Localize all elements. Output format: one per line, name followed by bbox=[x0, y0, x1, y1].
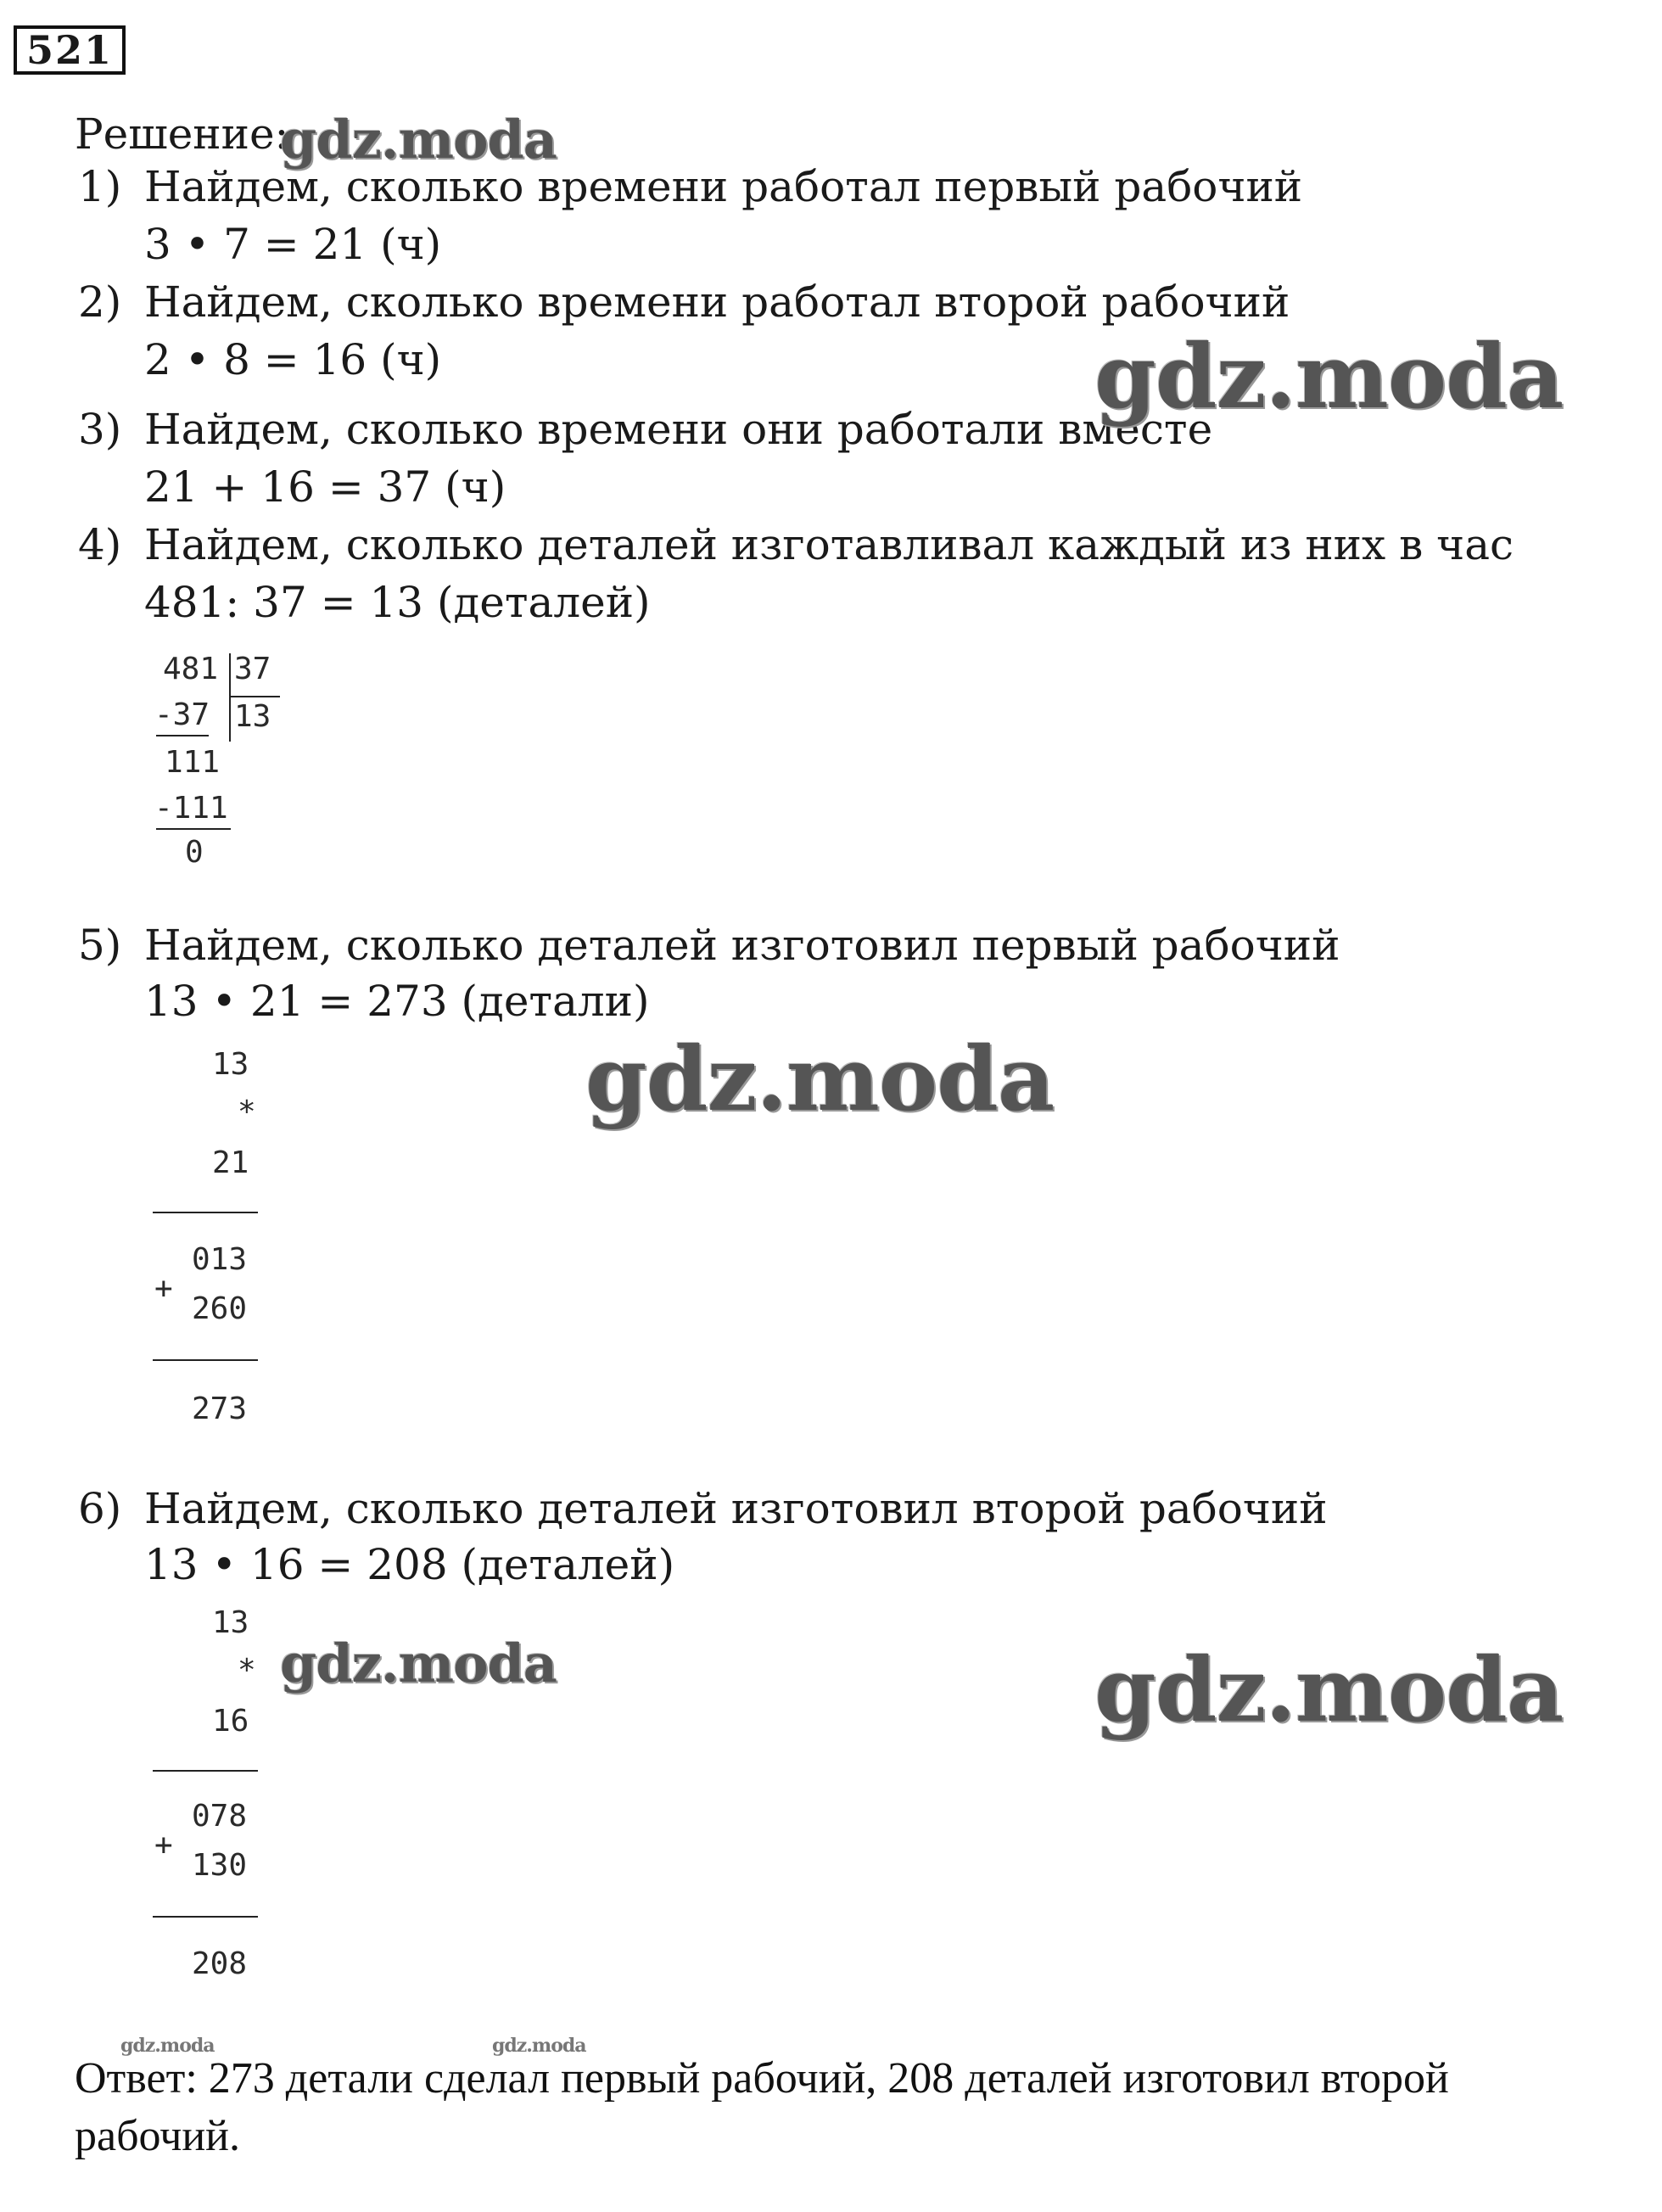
step-6-expression: 13 • 16 = 208 (деталей) bbox=[144, 1540, 675, 1589]
division-divisor-underline bbox=[229, 696, 280, 697]
watermark-4: gdz.moda bbox=[280, 1632, 557, 1694]
watermark-7: gdz.moda bbox=[492, 2035, 586, 2057]
step-2-heading bbox=[0, 277, 1662, 328]
step-5-heading bbox=[0, 920, 1662, 971]
watermark-5: gdz.moda bbox=[1094, 1638, 1564, 1742]
mult1-multiplicand: 13 bbox=[212, 1047, 249, 1082]
solution-label: Решение: bbox=[75, 109, 289, 159]
watermark-2: gdz.moda bbox=[1094, 324, 1564, 428]
step-1-expression: 3 • 7 = 21 (ч) bbox=[144, 220, 442, 269]
mult2-result: 208 bbox=[192, 1946, 248, 1981]
answer-line-2: рабочий. bbox=[75, 2112, 240, 2160]
mult2-multiplicand: 13 bbox=[212, 1605, 249, 1640]
division-divisor: 37 bbox=[234, 652, 271, 686]
mult1-result: 273 bbox=[192, 1392, 248, 1426]
step-4-number: 4) bbox=[78, 520, 122, 569]
step-2-expression: 2 • 8 = 16 (ч) bbox=[144, 335, 442, 384]
watermark-1: gdz.moda bbox=[280, 109, 557, 171]
step-1-text: Найдем, сколько времени работал первый рабочий bbox=[144, 162, 1303, 211]
step-6-text: Найдем, сколько деталей изготовил второй рабочий bbox=[144, 1484, 1328, 1533]
problem-number: 521 bbox=[14, 25, 126, 75]
mult2-operator: * bbox=[238, 1653, 256, 1688]
step-1-heading bbox=[0, 161, 1662, 212]
step-4-text: Найдем, сколько деталей изготавливал каждый из них в час bbox=[144, 520, 1514, 569]
step-5-number: 5) bbox=[78, 921, 122, 970]
mult1-partial-2: 260 bbox=[192, 1291, 248, 1326]
watermark-6: gdz.moda bbox=[120, 2035, 215, 2057]
mult1-multiplier: 21 bbox=[212, 1145, 249, 1180]
mult1-rule-2 bbox=[153, 1359, 258, 1361]
step-4-heading bbox=[0, 519, 1662, 570]
mult2-rule-1 bbox=[153, 1770, 258, 1772]
division-subtrahend-1: -37 bbox=[154, 697, 210, 732]
mult2-partial-1: 078 bbox=[192, 1799, 248, 1834]
step-5-expression: 13 • 21 = 273 (детали) bbox=[144, 977, 650, 1026]
step-2-text: Найдем, сколько времени работал второй рабочий bbox=[144, 277, 1290, 327]
division-remainder-1: 111 bbox=[165, 745, 221, 780]
answer-line-1: Ответ: 273 детали сделал первый рабочий, 208 деталей изготовил второй bbox=[75, 2054, 1449, 2103]
mult1-plus: + bbox=[154, 1271, 173, 1306]
step-4-expression: 481: 37 = 13 (деталей) bbox=[144, 578, 651, 627]
division-remainder-final: 0 bbox=[185, 835, 204, 870]
step-2-number: 2) bbox=[78, 277, 122, 327]
mult1-operator: * bbox=[238, 1095, 256, 1129]
step-3-number: 3) bbox=[78, 405, 122, 454]
mult1-rule-1 bbox=[153, 1212, 258, 1213]
mult2-multiplier: 16 bbox=[212, 1704, 249, 1739]
division-rule-2 bbox=[156, 828, 231, 830]
watermark-3: gdz.moda bbox=[585, 1027, 1055, 1131]
step-6-heading bbox=[0, 1483, 1662, 1534]
mult2-rule-2 bbox=[153, 1916, 258, 1918]
division-dividend: 481 bbox=[163, 652, 219, 686]
step-1-number: 1) bbox=[78, 162, 122, 211]
division-subtrahend-2: -111 bbox=[154, 791, 228, 826]
step-3-expression: 21 + 16 = 37 (ч) bbox=[144, 462, 506, 512]
step-3-text: Найдем, сколько времени они работали вместе bbox=[144, 405, 1213, 454]
division-quotient: 13 bbox=[234, 699, 271, 734]
mult2-partial-2: 130 bbox=[192, 1848, 248, 1883]
step-6-number: 6) bbox=[78, 1484, 122, 1533]
mult2-plus: + bbox=[154, 1828, 173, 1862]
division-vertical-line bbox=[229, 653, 231, 742]
division-rule-1 bbox=[156, 735, 209, 736]
step-5-text: Найдем, сколько деталей изготовил первый рабочий bbox=[144, 921, 1340, 970]
mult1-partial-1: 013 bbox=[192, 1242, 248, 1277]
